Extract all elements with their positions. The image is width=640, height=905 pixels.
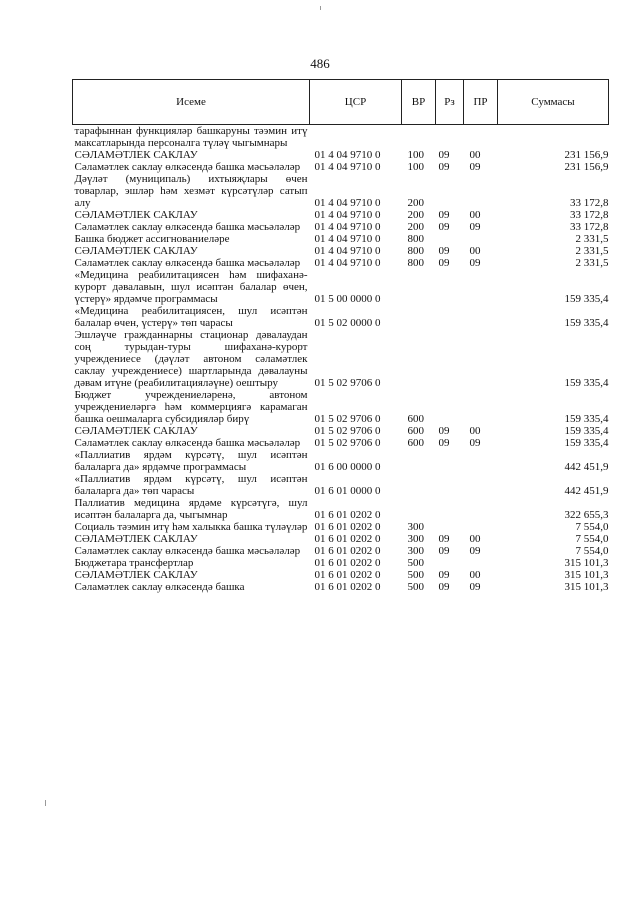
cell-rz [436, 173, 464, 209]
cell-pr: 00 [469, 569, 481, 581]
cell-pr: 09 [469, 161, 481, 173]
cell-vr: 600 [407, 413, 424, 425]
cell-name: Паллиатив медицина ярдәме күрсәтүгә, шул исәптән балаларга да, чыгымнар [74, 497, 308, 521]
cell-pr: 00 [469, 209, 481, 221]
table-row [73, 557, 609, 569]
cell-csr: 01 6 01 0202 0 [314, 569, 381, 581]
cell-name: СӘЛАМӘТЛЕК САКЛАУ [74, 425, 198, 437]
cell-vr: 300 [407, 545, 424, 557]
header-pr: ПР [464, 80, 498, 125]
cell-csr [310, 125, 402, 150]
budget-table [72, 79, 609, 593]
table-row [73, 173, 609, 209]
cell-name: Сәламәтлек саклау өлкәсендә башка мәсьәләләр [74, 221, 301, 233]
cell-pr [464, 473, 498, 497]
cell-vr: 200 [407, 197, 424, 209]
cell-name: «Паллиатив ярдәм күрсәтү, шул исәптән балаларга да» төп чарасы [74, 473, 308, 497]
cell-rz [436, 233, 464, 245]
cell-rz [436, 557, 464, 569]
cell-pr [464, 449, 498, 473]
cell-vr: 800 [407, 257, 424, 269]
cell-csr: 01 6 01 0202 0 [314, 557, 381, 569]
table-row [73, 209, 609, 221]
cell-sum: 231 156,9 [564, 161, 609, 173]
cell-rz [436, 449, 464, 473]
cell-name: Эшләүче гражданнарны стационар дәвалаудан соң турыдан-туры шифаханә-курорт учреждениесе (дәүләт автоном сәламәтлек саклау учреждениесе) шартларында дәвалауны дәвам итүне (реабилитацияләүне) оештыру [74, 329, 308, 389]
cell-name: СӘЛАМӘТЛЕК САКЛАУ [74, 533, 198, 545]
cell-csr: 01 5 02 9706 0 [314, 413, 381, 425]
table-row [73, 497, 609, 521]
cell-csr: 01 4 04 9710 0 [314, 257, 381, 269]
cell-csr: 01 4 04 9710 0 [314, 197, 381, 209]
table-row [73, 389, 609, 425]
cell-name: СӘЛАМӘТЛЕК САКЛАУ [74, 149, 198, 161]
cell-csr: 01 6 01 0202 0 [314, 581, 381, 593]
cell-sum: 33 172,8 [570, 221, 609, 233]
cell-rz: 09 [438, 245, 450, 257]
cell-name: Сәламәтлек саклау өлкәсендә башка [74, 581, 245, 593]
cell-vr [402, 269, 436, 305]
cell-rz: 09 [438, 149, 450, 161]
cell-sum: 159 335,4 [564, 425, 609, 437]
cell-pr: 00 [469, 245, 481, 257]
cell-rz [436, 497, 464, 521]
cell-name: Сәламәтлек саклау өлкәсендә башка мәсьәләләр [74, 437, 301, 449]
cell-sum: 2 331,5 [575, 257, 609, 269]
cell-sum: 33 172,8 [570, 197, 609, 209]
cell-pr: 09 [469, 221, 481, 233]
table-header [73, 80, 609, 125]
table-row [73, 581, 609, 593]
table-row [73, 473, 609, 497]
table-row [73, 233, 609, 245]
cell-rz: 09 [438, 533, 450, 545]
cell-csr: 01 4 04 9710 0 [314, 149, 381, 161]
cell-vr: 200 [407, 221, 424, 233]
table-row [73, 161, 609, 173]
cell-sum [498, 125, 609, 150]
table-row [73, 533, 609, 545]
cell-sum: 2 331,5 [575, 233, 609, 245]
table-row [73, 245, 609, 257]
cell-rz: 09 [438, 545, 450, 557]
cell-name: СӘЛАМӘТЛЕК САКЛАУ [74, 569, 198, 581]
cell-sum: 2 331,5 [575, 245, 609, 257]
cell-vr [402, 473, 436, 497]
cell-rz: 09 [438, 221, 450, 233]
cell-sum: 442 451,9 [564, 461, 609, 473]
cell-csr: 01 4 04 9710 0 [314, 161, 381, 173]
cell-name: «Медицина реабилитациясен һәм шифаханә-курорт дәвалавын, шул исәптән балалар өчен, үстерү» ярдәмче программасы [74, 269, 308, 305]
cell-pr [464, 557, 498, 569]
cell-vr: 800 [407, 233, 424, 245]
table-row [73, 305, 609, 329]
cell-sum: 442 451,9 [564, 485, 609, 497]
cell-vr: 300 [407, 521, 424, 533]
cell-csr: 01 6 00 0000 0 [314, 461, 381, 473]
cell-sum: 159 335,4 [564, 293, 609, 305]
cell-rz: 09 [438, 581, 450, 593]
page-number: 486 [310, 56, 330, 71]
cell-vr: 500 [407, 557, 424, 569]
cell-name: Сәламәтлек саклау өлкәсендә башка мәсьәләләр [74, 545, 301, 557]
cell-name: «Медицина реабилитациясен, шул исәптән балалар өчен, үстерү» төп чарасы [74, 305, 308, 329]
cell-vr: 300 [407, 533, 424, 545]
table-row [73, 269, 609, 305]
cell-csr: 01 5 02 0000 0 [314, 317, 381, 329]
header-sum: Суммасы [498, 80, 609, 125]
cell-rz [436, 473, 464, 497]
cell-pr [464, 329, 498, 389]
cell-rz: 09 [438, 161, 450, 173]
cell-rz [436, 521, 464, 533]
cell-name: СӘЛАМӘТЛЕК САКЛАУ [74, 209, 198, 221]
cell-vr [402, 497, 436, 521]
cell-pr [464, 305, 498, 329]
cell-name: Башка бюджет ассигнованиеләре [74, 233, 230, 245]
table-row [73, 425, 609, 437]
cell-sum: 7 554,0 [575, 533, 609, 545]
cell-pr [464, 389, 498, 425]
cell-csr: 01 4 04 9710 0 [314, 209, 381, 221]
cell-name: Бюджетара трансфертлар [74, 557, 194, 569]
cell-vr [402, 329, 436, 389]
cell-pr: 09 [469, 437, 481, 449]
cell-name: Сәламәтлек саклау өлкәсендә башка мәсьәләләр [74, 257, 301, 269]
table-row [73, 125, 609, 150]
cell-sum: 159 335,4 [564, 413, 609, 425]
cell-name: СӘЛАМӘТЛЕК САКЛАУ [74, 245, 198, 257]
cell-rz [436, 305, 464, 329]
cell-name: «Паллиатив ярдәм күрсәтү, шул исәптән балаларга да» ярдәмче программасы [74, 449, 308, 473]
cell-vr: 500 [407, 569, 424, 581]
cell-pr [464, 173, 498, 209]
cell-csr: 01 6 01 0202 0 [314, 509, 381, 521]
cell-vr: 500 [407, 581, 424, 593]
cell-rz [436, 269, 464, 305]
table-row [73, 437, 609, 449]
cell-vr: 100 [407, 149, 424, 161]
cell-pr: 09 [469, 581, 481, 593]
cell-csr: 01 4 04 9710 0 [314, 221, 381, 233]
cell-csr: 01 5 02 9706 0 [314, 425, 381, 437]
table-row [73, 521, 609, 533]
cell-sum: 159 335,4 [564, 317, 609, 329]
cell-sum: 159 335,4 [564, 377, 609, 389]
cell-vr: 800 [407, 245, 424, 257]
cell-rz [436, 329, 464, 389]
cell-sum: 315 101,3 [564, 569, 609, 581]
cell-rz: 09 [438, 437, 450, 449]
cell-sum: 315 101,3 [564, 557, 609, 569]
header-vr: ВР [402, 80, 436, 125]
cell-vr: 200 [407, 209, 424, 221]
cell-name: Бюджет учреждениеләренә, автоном учреждениеләргә һәм коммерциягә карамаган башка оешмаларга субсидияләр бирү [74, 389, 308, 425]
cell-vr [402, 449, 436, 473]
cell-sum: 231 156,9 [564, 149, 609, 161]
table-row [73, 569, 609, 581]
cell-vr: 100 [407, 161, 424, 173]
header-csr: ЦСР [310, 80, 402, 125]
cell-pr: 09 [469, 545, 481, 557]
table-row [73, 257, 609, 269]
cell-rz: 09 [438, 257, 450, 269]
cell-rz: 09 [438, 569, 450, 581]
table-row [73, 545, 609, 557]
cell-csr: 01 5 02 9706 0 [314, 437, 381, 449]
cell-sum: 322 655,3 [564, 509, 609, 521]
table-row [73, 449, 609, 473]
cell-pr [464, 269, 498, 305]
cell-sum: 7 554,0 [575, 545, 609, 557]
cell-pr: 09 [469, 257, 481, 269]
cell-pr [464, 233, 498, 245]
cell-sum: 159 335,4 [564, 437, 609, 449]
header-rz: Рз [436, 80, 464, 125]
cell-sum: 315 101,3 [564, 581, 609, 593]
cell-sum: 33 172,8 [570, 209, 609, 221]
cell-csr: 01 6 01 0202 0 [314, 545, 381, 557]
cell-vr [402, 305, 436, 329]
cell-rz [436, 125, 464, 150]
cell-vr [402, 125, 436, 150]
cell-csr: 01 4 04 9710 0 [314, 245, 381, 257]
table-body [73, 125, 609, 594]
table-row [73, 221, 609, 233]
cell-sum: 7 554,0 [575, 521, 609, 533]
table-row [73, 149, 609, 161]
cell-rz: 09 [438, 425, 450, 437]
cell-pr [464, 521, 498, 533]
cell-vr: 600 [407, 437, 424, 449]
cell-pr [464, 497, 498, 521]
scan-mark [320, 6, 321, 10]
cell-csr: 01 5 02 9706 0 [314, 377, 381, 389]
cell-csr: 01 6 01 0202 0 [314, 533, 381, 545]
cell-csr: 01 6 01 0202 0 [314, 521, 381, 533]
cell-rz: 09 [438, 209, 450, 221]
cell-name: Социаль тәэмин итү һәм халыкка башка түләүләр [74, 521, 308, 533]
header-name: Исеме [73, 80, 310, 125]
cell-csr: 01 6 01 0000 0 [314, 485, 381, 497]
table-row [73, 329, 609, 389]
cell-vr: 600 [407, 425, 424, 437]
cell-pr: 00 [469, 533, 481, 545]
cell-csr: 01 4 04 9710 0 [314, 233, 381, 245]
cell-pr: 00 [469, 149, 481, 161]
cell-rz [436, 389, 464, 425]
cell-name: Сәламәтлек саклау өлкәсендә башка мәсьәләләр [74, 161, 301, 173]
cell-pr: 00 [469, 425, 481, 437]
cell-csr: 01 5 00 0000 0 [314, 293, 381, 305]
cell-name: тарафыннан функцияләр башкаруны тәэмин итү максатларында персоналга түләү чыгымнары [74, 125, 308, 149]
scan-mark [45, 800, 46, 806]
cell-name: Дәүләт (муниципаль) ихтыяҗлары өчен товарлар, эшләр һәм хезмәт күрсәтүләр сатып алу [74, 173, 308, 209]
cell-pr [464, 125, 498, 150]
